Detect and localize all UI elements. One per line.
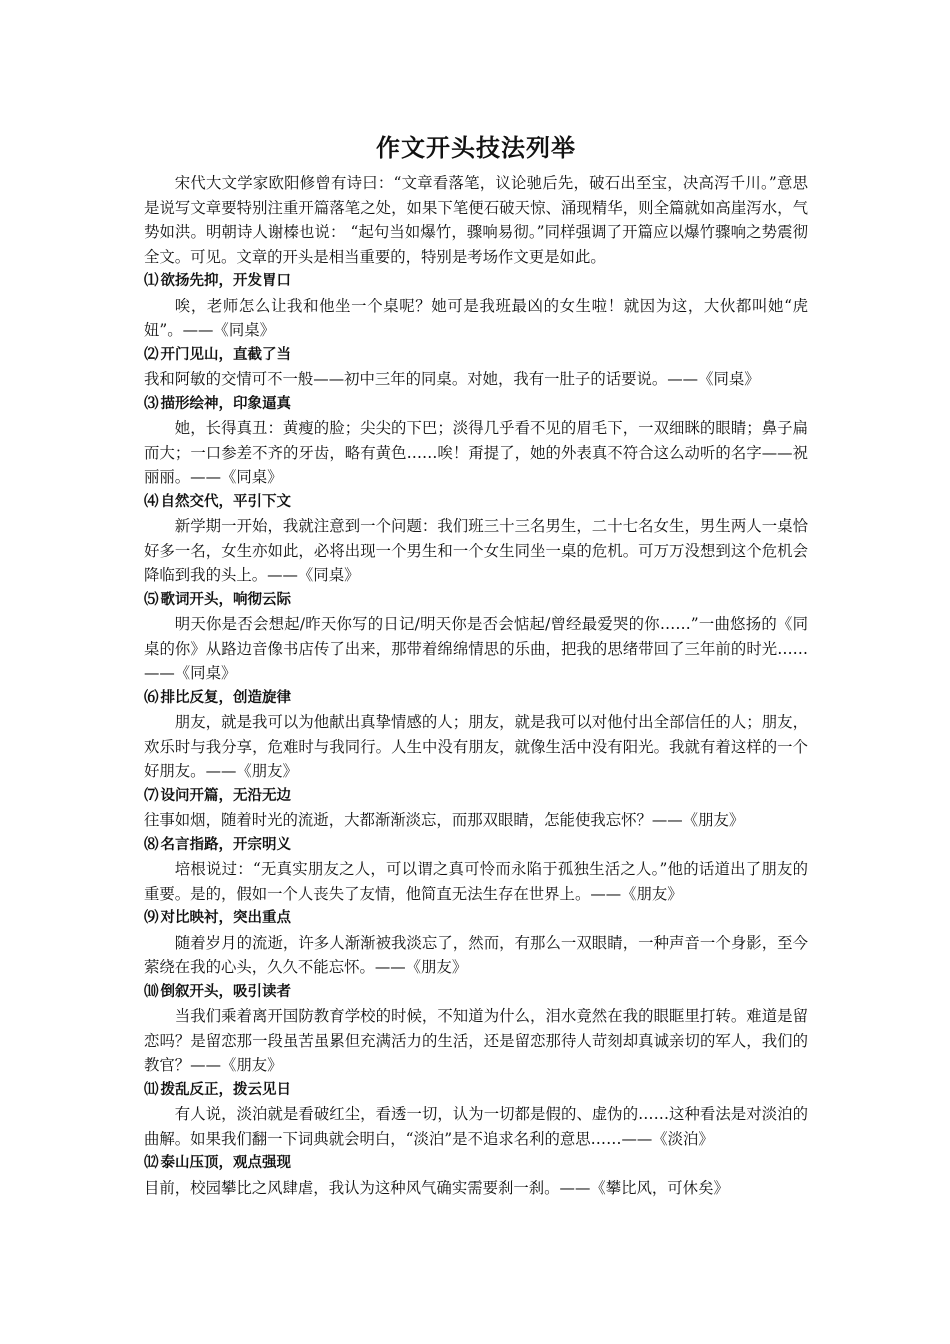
section-number: ⑻ (144, 836, 159, 853)
section-number: ⑼ (144, 910, 159, 926)
document-title: 作文开头技法列举 (376, 134, 576, 162)
section-number: ⑸ (144, 591, 159, 608)
section-body: 我和阿敏的交情可不一般——初中三年的同桌。对她，我有一肚子的话要说。——《同桌》 (144, 370, 760, 388)
section-heading (144, 686, 808, 711)
section-body: 唉，老师怎么让我和他坐一个桌呢？她可是我班最凶的女生啦！就因为这，大伙都叫她“虎妞”。——《同桌》 (144, 296, 808, 339)
section-number: ⑾ (144, 1081, 159, 1098)
section-body: 当我们乘着离开国防教育学校的时候，不知道为什么，泪水竟然在我的眼眶里打转。难道是留恋吗？是留恋那一段虽苦虽累但充满活力的生活，还是留恋那待人苛刻却真诚亲切的军人，我们的教官？——《朋友》 (144, 1007, 808, 1074)
section-number: ⑹ (144, 689, 159, 706)
sections-list (144, 269, 808, 1200)
section-body: 有人说，淡泊就是看破红尘，看透一切，认为一切都是假的、虚伪的……这种看法是对淡泊的曲解。如果我们翻一下词典就会明白，“淡泊”是不追求名利的意思……——《淡泊》 (144, 1105, 808, 1148)
section-number: ⑿ (144, 1155, 159, 1171)
section-heading (144, 1151, 808, 1176)
section-heading-text: 泰山压顶，观点强现 (160, 1155, 291, 1171)
section-heading (144, 269, 808, 294)
section-number: ⑽ (144, 983, 159, 1000)
section-body: 培根说过：“无真实朋友之人，可以谓之真可怜而永陷于孤独生活之人。”他的话道出了朋友的重要。是的，假如一个人丧失了友情，他简直无法生存在世界上。——《朋友》 (144, 860, 808, 903)
section-number: ⑷ (144, 493, 159, 510)
section-heading (144, 1078, 808, 1103)
section-number: ⑺ (144, 787, 159, 804)
section-heading (144, 980, 808, 1005)
section-heading-text: 设问开篇，无沿无边 (160, 787, 291, 804)
section-body: 目前，校园攀比之风肆虐，我认为这种风气确实需要刹一刹。——《攀比风，可休矣》 (144, 1178, 729, 1197)
section-heading (144, 833, 808, 858)
section-number: ⑵ (144, 346, 159, 363)
section-heading-text: 歌词开头，响彻云际 (160, 591, 291, 608)
section-body: 她，长得真丑：黄瘦的脸；尖尖的下巴；淡得几乎看不见的眉毛下，一双细眯的眼睛；鼻子扁而大；一口参差不齐的牙齿，略有黄色……唉！甭提了，她的外表真不符合这么动听的名字——祝丽丽。——《同桌》 (144, 419, 808, 486)
section-body: 随着岁月的流逝，许多人渐渐被我淡忘了，然而，有那么一双眼睛，一种声音一个身影，至今萦绕在我的心头，久久不能忘怀。——《朋友》 (144, 933, 808, 976)
section-heading-text: 欲扬先抑，开发胃口 (160, 273, 291, 289)
section-heading (144, 490, 808, 515)
section-heading-text: 自然交代，平引下文 (160, 493, 291, 510)
section-heading (144, 906, 808, 931)
section-heading-text: 对比映衬，突出重点 (160, 910, 291, 926)
section-number: ⑶ (144, 395, 159, 412)
section-heading (144, 588, 808, 613)
section-heading-text: 开门见山，直截了当 (160, 346, 291, 363)
section-heading-text: 排比反复，创造旋律 (160, 689, 291, 706)
intro-paragraph: 宋代大文学家欧阳修曾有诗曰：“文章看落笔，议论驰后先，破石出至宝，决高泻千川。”意思是说写文章要特别注重开篇落笔之处，如果下笔便石破天惊、涌现精华，则全篇就如高崖泻水，气势如洪。明朝诗人谢榛也说： “起句当如爆竹，骤响易彻。”同样强调了开篇应以爆竹骤响之势震彻全文。可见。文章的开头是相当重要的，特别是考场作文更是如此。 (144, 174, 808, 266)
section-number: ⑴ (144, 273, 159, 289)
section-body: 新学期一开始，我就注意到一个问题：我们班三十三名男生，二十七名女生，男生两人一桌恰好多一名，女生亦如此，必将出现一个男生和一个女生同坐一桌的危机。可万万没想到这个危机会降临到我的头上。——《同桌》 (144, 517, 808, 584)
section-heading (144, 392, 808, 417)
section-heading (144, 784, 808, 809)
section-body: 朋友，就是我可以为他献出真挚情感的人；朋友，就是我可以对他付出全部信任的人；朋友，欢乐时与我分享，危难时与我同行。人生中没有朋友，就像生活中没有阳光。我就有着这样的一个好朋友。——《朋友》 (144, 713, 808, 780)
document-page (144, 128, 808, 1200)
section-body: 往事如烟，随着时光的流逝，大都渐渐淡忘，而那双眼睛，怎能使我忘怀？——《朋友》 (144, 811, 745, 829)
section-body: 明天你是否会想起/昨天你写的日记/明天你是否会惦起/曾经最爱哭的你……”一曲悠扬的《同桌的你》从路边音像书店传了出来，那带着绵绵情思的乐曲，把我的思绪带回了三年前的时光……——《同桌》 (144, 615, 808, 682)
section-heading-text: 描形绘神，印象逼真 (160, 395, 291, 412)
section-heading-text: 倒叙开头，吸引读者 (160, 983, 291, 1000)
section-heading-text: 拨乱反正，拨云见日 (160, 1081, 291, 1098)
section-heading (144, 343, 808, 368)
section-heading-text: 名言指路，开宗明义 (160, 836, 291, 853)
